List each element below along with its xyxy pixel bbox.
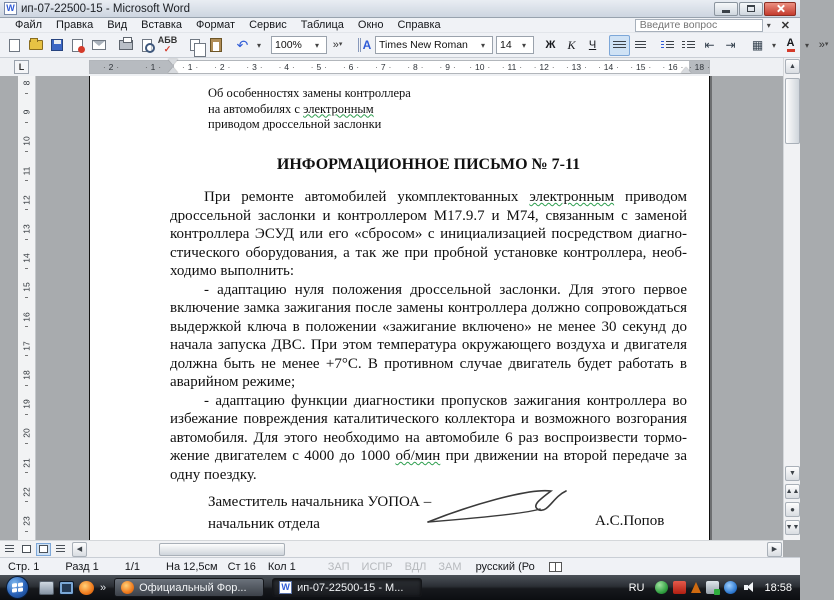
vruler-number: 23 (21, 516, 32, 526)
borders-button[interactable]: ▦ (751, 38, 764, 52)
vertical-scroll-thumb[interactable] (785, 78, 800, 144)
vruler-tick (25, 239, 28, 240)
doc-body-line: контроллера ЭСУД или его «сбросом» с инициализацией посредством диагно- (170, 226, 687, 242)
menu-bar (0, 18, 800, 33)
doc-body-line: должна быть не менее +7°С. В противном случае двигатель будет работать в (170, 355, 687, 372)
status-mode-ЗАМ[interactable]: ЗАМ (438, 560, 462, 573)
font-name-combo[interactable] (375, 36, 493, 54)
menu-item-Справка[interactable]: Справка (397, 19, 441, 31)
doc-body-line: стического оборудования, а так же при пробной установке контроллера, необ- (170, 244, 687, 261)
close-button[interactable] (764, 2, 796, 16)
vruler-number: 8 (21, 80, 32, 86)
document-page[interactable] (89, 76, 710, 540)
outline-view-icon (56, 545, 65, 553)
font-size-value: 14 (500, 39, 512, 51)
styles-button[interactable] (354, 35, 375, 56)
paste-icon (210, 38, 222, 52)
status-section: Разд 1 (65, 560, 99, 573)
scroll-right-button[interactable]: ▶ (767, 542, 782, 557)
italic-button[interactable]: К (567, 37, 576, 52)
ruler-number: · 1 · (182, 62, 199, 72)
vruler-tick (25, 501, 28, 502)
scroll-up-button[interactable]: ▲ (785, 59, 800, 74)
doc-body-line: включение замка зажигания после замены контроллера должно сопровождаться (170, 300, 687, 316)
first-line-indent-marker[interactable] (168, 59, 178, 65)
vruler-tick (25, 122, 28, 123)
font-name-value: Times New Roman (379, 39, 468, 51)
font-size-combo[interactable] (496, 36, 534, 54)
ruler-number: · 8 · (407, 62, 424, 72)
ruler-number: · 14 · (598, 62, 619, 72)
vruler-number: 20 (21, 428, 32, 439)
font-color-dropdown-icon[interactable]: ▾ (805, 40, 810, 50)
signature-name: А.С.Попов (595, 513, 665, 529)
clock: 18:58 (764, 581, 792, 594)
right-indent-marker[interactable] (681, 67, 691, 73)
numbered-list-button[interactable] (657, 35, 678, 56)
bullet-list-button[interactable] (678, 35, 699, 56)
quick-launch-bar (39, 581, 94, 595)
vertical-scrollbar[interactable] (783, 58, 800, 540)
firefox-icon (121, 581, 134, 594)
firefox-quicklaunch-icon[interactable] (79, 581, 94, 595)
horizontal-ruler[interactable] (89, 60, 710, 74)
status-mode-ЗАП[interactable]: ЗАП (327, 560, 350, 573)
ruler-right-margin (689, 61, 709, 73)
doc-body-line: одну поездку. (170, 466, 257, 483)
maximize-button[interactable] (739, 2, 763, 16)
vruler-number: 10 (21, 136, 32, 147)
permission-button[interactable] (67, 35, 88, 56)
grammar-underline: электронным (529, 189, 615, 205)
copy-button[interactable] (184, 35, 205, 56)
doc-body-line: При ремонте автомобилей укомплектованных электронным приводом (204, 189, 687, 205)
signature-role-line2: начальник отдела (208, 515, 320, 532)
document-area (0, 76, 783, 540)
doc-header-line: на автомобилях с электронным (208, 101, 374, 116)
ruler-number: · 5 · (310, 62, 327, 72)
taskbar (0, 575, 800, 600)
new-document-icon (9, 39, 20, 52)
doc-header-line: Об особенностях замены контроллера (208, 86, 411, 100)
ruler-number: · 7 · (375, 62, 392, 72)
vruler-number: 11 (21, 166, 32, 176)
show-desktop-icon[interactable] (39, 581, 54, 595)
font-size-dropdown-icon: ▾ (522, 40, 527, 50)
vruler-tick (25, 531, 28, 532)
previous-page-button[interactable]: ▲▲ (785, 484, 800, 499)
status-line: Ст 16 (227, 560, 256, 573)
ruler-number: · 15 · (630, 62, 652, 72)
horizontal-scrollbar-row (0, 540, 783, 557)
toolbar-options-button-2[interactable]: » ▾ (818, 39, 829, 51)
doc-body-line: аварийном режиме; (170, 374, 296, 390)
status-mode-ВДЛ[interactable]: ВДЛ (404, 560, 427, 573)
align-center-button[interactable] (630, 35, 651, 56)
zoom-value: 100% (275, 39, 302, 51)
borders-dropdown-icon[interactable]: ▾ (772, 40, 777, 50)
ruler-number: · 2 · (214, 62, 231, 72)
task-buttons (106, 578, 422, 597)
styles-icon: А (358, 38, 372, 52)
spelling-button[interactable] (157, 35, 178, 56)
doc-title: ИНФОРМАЦИОННОЕ ПИСЬМО № 7-11 (276, 156, 581, 173)
vruler-tick (25, 151, 28, 152)
minimize-icon (722, 10, 730, 13)
status-language: русский (Ро (475, 560, 535, 573)
status-position: На 12,5см (166, 560, 218, 573)
vruler-number: 15 (21, 282, 32, 293)
menu-item-Вид[interactable]: Вид (107, 19, 128, 31)
undo-dropdown-icon[interactable]: ▾ (257, 40, 262, 50)
ruler-number: · 2 · (102, 62, 120, 72)
window-title: ип-07-22500-15 - Microsoft Word (21, 2, 191, 15)
status-mode-ИСПР[interactable]: ИСПР (361, 560, 393, 573)
print-button[interactable] (115, 35, 136, 56)
status-page: Стр. 1 (8, 560, 40, 573)
align-justify-icon (613, 41, 626, 50)
save-button[interactable] (46, 35, 67, 56)
decrease-indent-button[interactable]: ⇤ (704, 38, 715, 52)
vruler-tick (25, 355, 28, 356)
question-dropdown-icon[interactable]: ▾ (766, 20, 771, 30)
doc-body-line: дроссельной заслонки и контроллером М17.9.7 и М74, связанным с заменой (170, 207, 687, 224)
left-indent-marker[interactable] (168, 67, 178, 73)
vruler-number: 14 (21, 253, 32, 263)
ruler-text-area (174, 61, 689, 73)
vruler-number: 9 (21, 109, 32, 115)
bold-button[interactable]: Ж (545, 39, 556, 51)
ruler-number: · 4 · (278, 62, 295, 72)
task-label: ип-07-22500-15 - М... (297, 581, 404, 594)
language-indicator[interactable]: RU (628, 581, 645, 594)
doc-body-line: автомобиля. Для этого необходимо на автомобиле 6 раз воспроизвести тормо- (170, 429, 687, 446)
quicklaunch-overflow-icon[interactable]: » (100, 581, 107, 594)
menu-item-Правка[interactable]: Правка (56, 19, 94, 31)
ruler-number: · 10 · (469, 62, 491, 72)
paste-button[interactable] (205, 35, 226, 56)
new-document-button[interactable] (4, 35, 25, 56)
print-layout-button[interactable] (36, 543, 51, 556)
network-tray-icon[interactable] (724, 581, 737, 594)
undo-icon: ↶ (236, 37, 249, 53)
doc-body-line: выдержкой ключа в положении «зажигание включено» не менее 30 секунд до (170, 318, 687, 335)
ruler-number: · 18 · (689, 62, 710, 72)
vertical-ruler[interactable] (18, 76, 36, 540)
signature-scribble (420, 482, 570, 534)
vruler-number: 19 (21, 399, 32, 409)
document-close-icon[interactable]: ✕ (780, 19, 790, 32)
doc-header (208, 86, 411, 133)
ruler-left-margin (90, 61, 174, 73)
menu-item-Вставка[interactable]: Вставка (141, 19, 183, 31)
taskbar-task-firefox[interactable] (114, 578, 264, 597)
ruler-number: · 16 · (662, 62, 684, 72)
word-app-icon: W (4, 2, 17, 15)
doc-body-line: жение двигателем с 4000 до 1000 об/мин при движении на второй передаче за (170, 448, 687, 464)
vruler-tick (25, 472, 28, 473)
ruler-number: · 13 · (565, 62, 587, 72)
spellcheck-status-icon (549, 562, 562, 572)
minimize-button[interactable] (714, 2, 738, 16)
ruler-number: · 3 · (246, 62, 263, 72)
doc-body (170, 188, 687, 484)
close-icon (776, 4, 785, 13)
doc-header-line: приводом дроссельной заслонки (208, 117, 382, 131)
vruler-number: 17 (21, 341, 32, 351)
permission-icon (72, 39, 83, 52)
grammar-underline: об/мин (395, 448, 441, 464)
vruler-number: 18 (21, 370, 32, 380)
question-box (635, 19, 796, 32)
vruler-number: 22 (21, 487, 32, 497)
vruler-tick (25, 93, 28, 94)
horizontal-scroll-track[interactable] (89, 541, 767, 558)
vruler-number: 12 (21, 195, 32, 205)
title-bar (0, 0, 800, 18)
font-name-dropdown-icon: ▾ (481, 40, 486, 50)
menu-bar-items (8, 19, 448, 31)
open-button[interactable] (25, 35, 46, 56)
select-browse-object-button[interactable]: ● (785, 502, 800, 517)
task-label: Официальный Фор... (139, 581, 247, 594)
align-justify-button[interactable] (609, 35, 630, 56)
print-preview-icon (142, 39, 152, 52)
doc-body-line: - адаптацию нуля положения дроссельной заслонки. Для этого первое (204, 281, 687, 298)
standard-toolbar (0, 33, 829, 58)
align-center-icon (635, 41, 646, 50)
normal-view-button[interactable] (2, 543, 17, 556)
system-tray (629, 581, 800, 594)
vruler-tick (25, 297, 28, 298)
horizontal-scroll-thumb[interactable] (159, 543, 285, 556)
status-page-count: 1/1 (124, 560, 141, 573)
window-controls (714, 2, 798, 16)
scroll-down-button[interactable]: ▼ (785, 466, 800, 481)
devices-tray-icon[interactable] (706, 581, 719, 594)
scroll-left-button[interactable]: ◀ (72, 542, 87, 557)
status-column: Кол 1 (267, 560, 296, 573)
spelling-icon: АБВ ✓ (157, 35, 178, 54)
ruler-number: · 11 · (501, 62, 523, 72)
status-bar (0, 557, 800, 575)
ruler-number: · 1 · (144, 62, 162, 72)
print-icon (119, 40, 133, 50)
volume-tray-icon[interactable] (742, 581, 755, 594)
doc-body-line: ходимо выполнить: (170, 263, 294, 279)
open-folder-icon (29, 40, 43, 50)
bullet-list-icon (682, 41, 695, 50)
ruler-number: · 9 · (439, 62, 456, 72)
question-input[interactable] (635, 19, 763, 32)
signature-role-line1: Заместитель начальника УОПОА – (208, 494, 432, 510)
vruler-number: 21 (21, 457, 32, 468)
outline-view-button[interactable] (53, 543, 68, 556)
vruler-number: 16 (21, 311, 32, 322)
vruler-tick (25, 268, 28, 269)
maximize-icon (747, 5, 755, 12)
print-layout-icon (39, 545, 48, 553)
web-layout-icon (22, 545, 31, 553)
menu-item-Формат[interactable]: Формат (196, 19, 236, 31)
menu-item-Окно[interactable]: Окно (357, 19, 384, 31)
status-modes (316, 561, 462, 573)
vruler-tick (25, 385, 28, 386)
monitor-app-icon[interactable] (59, 581, 74, 595)
zoom-combo[interactable] (271, 36, 327, 54)
menu-item-Файл[interactable]: Файл (15, 19, 43, 31)
vruler-tick (25, 443, 28, 444)
email-icon (92, 40, 106, 50)
vruler-tick (25, 209, 28, 210)
copy-icon (190, 39, 200, 51)
toolbar-options-button[interactable]: » ▾ (332, 39, 343, 51)
taskbar-task-word[interactable] (272, 578, 422, 597)
vruler-number: 13 (21, 224, 32, 234)
numbered-list-icon (661, 41, 674, 50)
ruler-row (0, 58, 783, 76)
ruler-number: · 12 · (533, 62, 555, 72)
windows-logo-icon (12, 582, 23, 592)
grammar-underline: электронным (303, 101, 374, 116)
undo-button[interactable] (232, 35, 253, 56)
antivirus-tray-icon[interactable] (673, 581, 686, 594)
zoom-dropdown-icon: ▾ (315, 40, 320, 50)
signature-role (208, 492, 431, 535)
tab-selector[interactable]: L (14, 60, 29, 74)
ruler-number: · 6 · (342, 62, 360, 72)
vruler-tick (25, 180, 28, 181)
font-color-button[interactable] (780, 35, 801, 56)
doc-body-line: - адаптацию функции диагностики пропусков зажигания контроллера во (204, 392, 687, 409)
save-icon (51, 39, 63, 51)
vruler-tick (25, 326, 28, 327)
font-color-icon: А (787, 38, 795, 52)
underline-button[interactable]: Ч (588, 39, 597, 51)
start-button[interactable] (6, 576, 29, 599)
next-page-button[interactable]: ▼▼ (785, 520, 800, 535)
normal-view-icon (5, 545, 14, 553)
web-layout-button[interactable] (19, 543, 34, 556)
menu-item-Сервис[interactable]: Сервис (249, 19, 287, 31)
vruler-tick (25, 414, 28, 415)
agent-tray-icon[interactable] (655, 581, 668, 594)
menu-item-Таблица[interactable]: Таблица (300, 19, 344, 31)
word-icon: W (279, 581, 292, 594)
increase-indent-button[interactable]: ⇥ (725, 38, 736, 52)
email-button[interactable] (88, 35, 109, 56)
alert-tray-icon[interactable] (691, 582, 701, 593)
doc-body-line: начала запуска ДВС. При этом температура окружающего воздуха и двигателя (170, 337, 687, 353)
print-preview-button[interactable] (136, 35, 157, 56)
doc-body-line: избежание повреждения каталитического коллектора и возможного возгорания (170, 411, 687, 427)
